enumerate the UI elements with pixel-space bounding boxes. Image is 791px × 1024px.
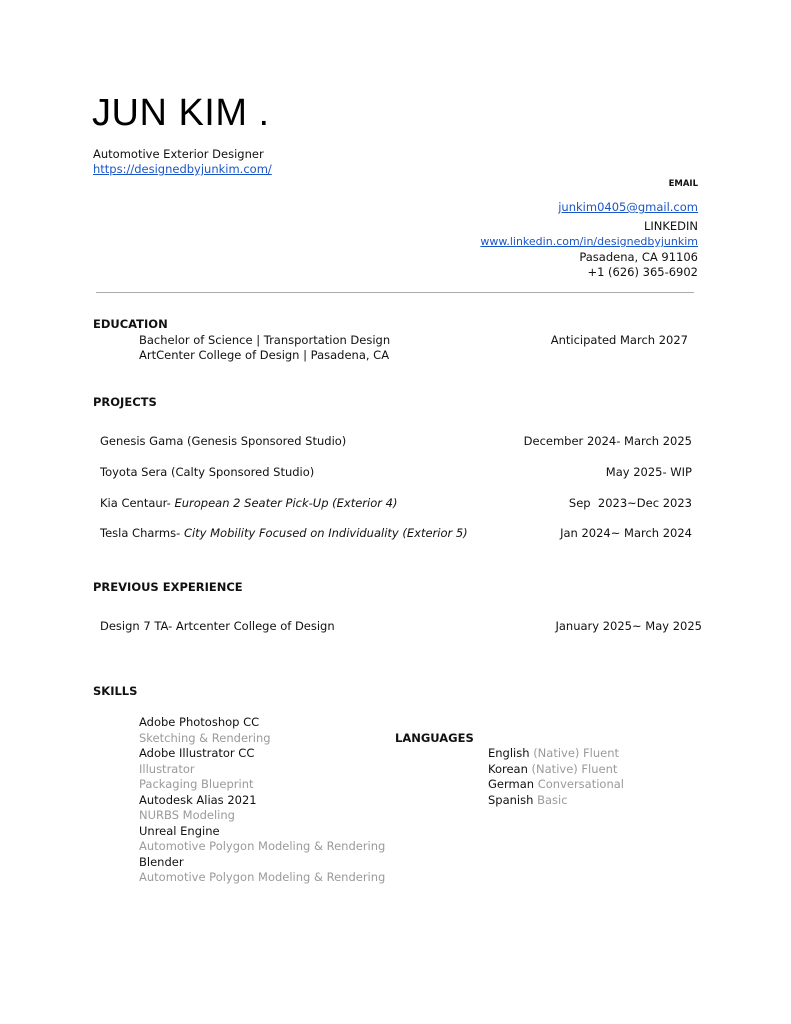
website-link[interactable]: https://designedbyjunkim.com/ [93,162,272,176]
skill-name: Blender [139,854,184,869]
language-level: Basic [537,792,568,807]
project-title: Kia Centaur- European 2 Seater Pick-Up (Exterior 4) [100,496,398,510]
language-name: Spanish [488,792,534,807]
linkedin-link[interactable]: www.linkedin.com/in/designedbyjunkim [480,235,698,248]
education-school: ArtCenter College of Design | Pasadena, CA [139,348,390,362]
project-date: May 2025- WIP [605,465,692,479]
language-item [488,793,624,809]
experience-date: January 2025~ May 2025 [555,619,702,633]
skill-name: Adobe Photoshop CC [139,715,260,729]
education-degree: Bachelor of Science | Transportation Design [139,333,391,347]
language-item [488,777,624,793]
skills-list [139,715,385,886]
section-divider [96,292,694,293]
languages-list [488,746,624,808]
skill-detail: Packaging Blueprint [139,777,254,791]
project-date: December 2024- March 2025 [523,434,692,448]
linkedin-label: LINKEDIN [643,219,698,233]
project-title: Tesla Charms- City Mobility Focused on Individuality (Exterior 5) [100,526,468,540]
language-name: German [488,777,535,791]
language-name: English [488,746,530,760]
skill-name: Adobe Illustrator CC [139,746,255,760]
project-title: Genesis Gama (Genesis Sponsored Studio) [100,434,347,448]
skill-name: Unreal Engine [139,823,220,838]
project-subtitle: City Mobility Focused on Individuality (Exterior 5) [183,526,468,540]
language-name: Korean [488,761,528,776]
job-title: Automotive Exterior Designer [93,147,264,161]
skill-detail: NURBS Modeling [139,808,235,822]
projects-heading: PROJECTS [93,395,157,409]
language-item [488,746,624,762]
languages-heading: LANGUAGES [395,731,474,745]
language-level: (Native) Fluent [533,746,620,760]
project-title: Toyota Sera (Calty Sponsored Studio) [100,465,315,479]
skill-name: Autodesk Alias 2021 [139,792,257,807]
experience-heading: PREVIOUS EXPERIENCE [93,580,243,594]
skill-detail: Automotive Polygon Modeling & Rendering [139,870,386,884]
skill-detail: Illustrator [139,761,195,776]
education-date: Anticipated March 2027 [550,333,688,347]
project-date: Sep 2023~Dec 2023 [568,496,692,510]
project-date: Jan 2024~ March 2024 [560,526,692,540]
project-subtitle: European 2 Seater Pick-Up (Exterior 4) [174,496,398,510]
location-text: Pasadena, CA 91106 [579,250,698,264]
experience-title: Design 7 TA- Artcenter College of Design [100,619,335,633]
skills-heading: SKILLS [93,684,138,698]
language-level: Conversational [537,777,624,791]
education-heading: EDUCATION [93,317,168,331]
language-item [488,762,624,778]
phone-text: +1 (626) 365-6902 [587,265,698,279]
email-link[interactable]: junkim0405@gmail.com [558,200,698,214]
skill-detail: Automotive Polygon Modeling & Rendering [139,839,386,853]
email-label: EMAIL [668,179,698,189]
candidate-name: JUN KIM . [92,92,270,134]
language-level: (Native) Fluent [531,761,618,776]
skill-detail: Sketching & Rendering [139,730,271,745]
